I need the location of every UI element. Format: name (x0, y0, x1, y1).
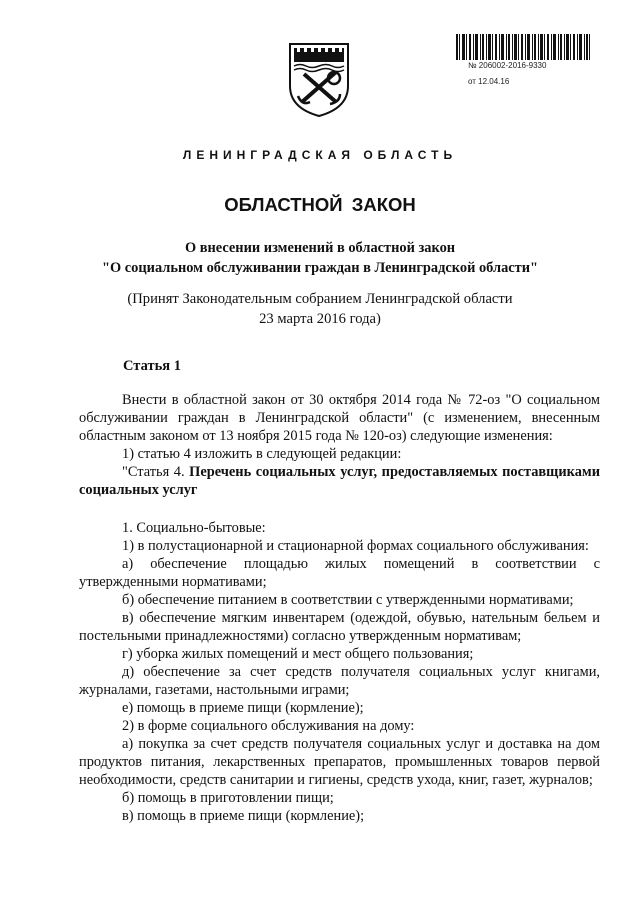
adoption-note (0, 289, 640, 329)
coat-of-arms-emblem (286, 36, 352, 118)
paragraph: в) помощь в приеме пищи (кормление); (122, 808, 365, 824)
registration-number: № 206002-2016-9330 (468, 61, 547, 70)
law-title-line-2: "О социальном обслуживании граждан в Ленинградской области" (102, 260, 538, 276)
paragraph: 2) в форме социального обслуживания на дому: (122, 718, 415, 734)
region-name: ЛЕНИНГРАДСКАЯ ОБЛАСТЬ (182, 148, 458, 162)
paragraph: Внести в областной закон от 30 октября 2014 года № 72-оз "О социальном обслуживании граждан в Ленинградской области" (с изменением, внесенным областным законом от 13 ноября 2015 года № 120-оз) следующие изменения: (79, 392, 600, 444)
document-type: ОБЛАСТНОЙ ЗАКОН (224, 194, 416, 215)
paragraph: е) помощь в приеме пищи (кормление); (122, 700, 364, 716)
paragraph: а) покупка за счет средств получателя социальных услуг и доставка на дом продуктов питания, лекарственных препаратов, промышленных товаров первой необходимости, средств санитарии и гигиены, средств ухода, книг, газет, журналов; (79, 736, 600, 788)
law-body (79, 391, 600, 825)
paragraph: в) обеспечение мягким инвентарем (одеждой, обувью, нательным бельем и постельными принадлежностями) согласно утвержденным нормативам; (79, 610, 600, 644)
paragraph-article-4-heading (79, 463, 600, 499)
adoption-note-line-2: 23 марта 2016 года) (259, 311, 381, 327)
paragraph: б) обеспечение питанием в соответствии с утвержденными нормативами; (122, 592, 574, 608)
paragraph: б) помощь в приготовлении пищи; (122, 790, 334, 806)
paragraph: а) обеспечение площадью жилых помещений в соответствии с утвержденными нормативами; (79, 556, 600, 590)
adoption-note-line-1: (Принят Законодательным собранием Ленинградской области (127, 291, 513, 307)
paragraph: г) уборка жилых помещений и мест общего пользования; (122, 646, 474, 662)
registration-date: от 12.04.16 (468, 77, 510, 86)
barcode (456, 34, 590, 60)
paragraph-gap (79, 499, 600, 519)
law-title-line-1: О внесении изменений в областной закон (184, 240, 456, 256)
paragraph: 1. Социально-бытовые: (122, 520, 266, 536)
article-heading: Статья 1 (123, 358, 181, 374)
paragraph: 1) в полустационарной и стационарной формах социального обслуживания: (122, 538, 589, 554)
law-title (0, 238, 640, 278)
article-4-title: Перечень социальных услуг, предоставляемых поставщиками социальных услуг (79, 464, 600, 498)
paragraph: д) обеспечение за счет средств получателя социальных услуг книгами, журналами, газетами, настольными играми; (79, 664, 600, 698)
paragraph: 1) статью 4 изложить в следующей редакции: (122, 446, 402, 462)
article-4-label: "Статья 4. (122, 464, 190, 480)
